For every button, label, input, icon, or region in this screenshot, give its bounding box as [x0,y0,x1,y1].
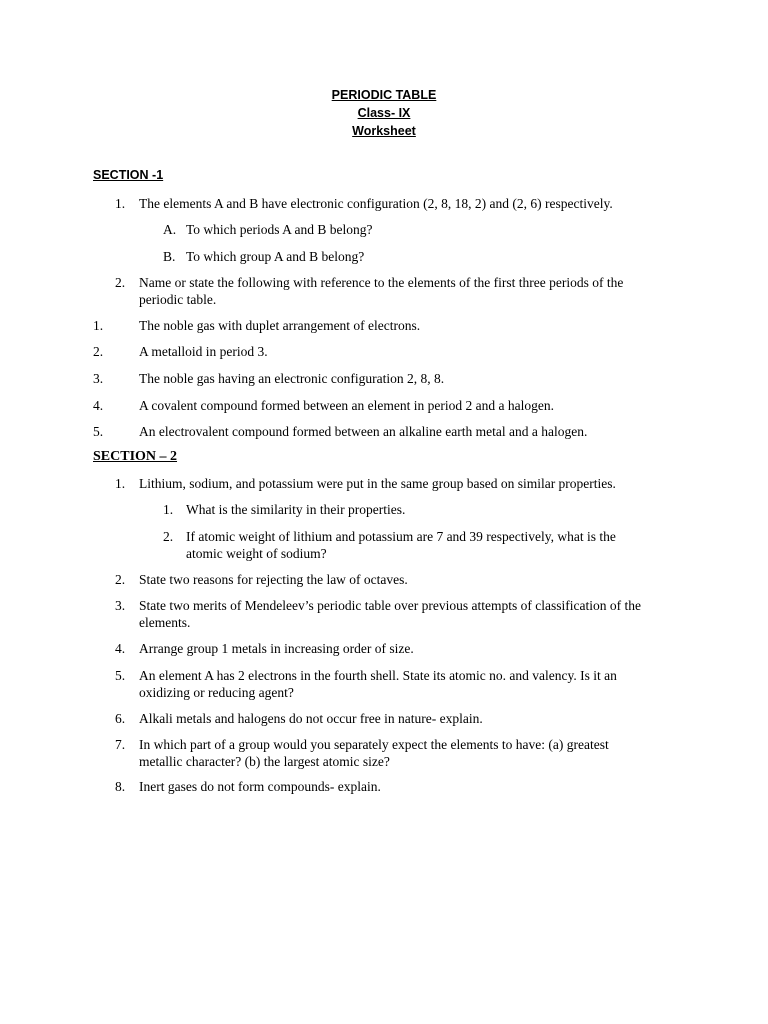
question-number: 6. [115,711,126,726]
list-text: A metalloid in period 3. [139,344,268,359]
page-title: PERIODIC TABLE [331,88,437,102]
sub-question-text: To which group A and B belong? [186,249,365,264]
class-label: Class- IX [357,106,411,120]
sub-question-text: To which periods A and B belong? [186,222,373,237]
question-text-line: An element A has 2 electrons in the fourth shell. State its atomic no. and valency. Is it an [139,668,617,683]
list-text: A covalent compound formed between an element in period 2 and a halogen. [139,398,554,413]
question-number: 7. [115,737,126,752]
question-text-line: State two merits of Mendeleev’s periodic table over previous attempts of classification of the [139,598,641,613]
question-text-line: oxidizing or reducing agent? [139,685,294,700]
sub-question-number: 2. [163,529,174,544]
question-number: 1. [115,196,126,211]
question-text-line: elements. [139,615,191,630]
question-number: 8. [115,779,126,794]
list-number: 1. [93,318,104,333]
question-number: 4. [115,641,126,656]
question-text: Alkali metals and halogens do not occur free in nature- explain. [139,711,483,726]
section-2-heading: SECTION – 2 [93,449,178,464]
list-text: An electrovalent compound formed between an alkaline earth metal and a halogen. [139,424,588,439]
question-text-line: In which part of a group would you separately expect the elements to have: (a) greatest [139,737,609,752]
worksheet-label: Worksheet [352,124,416,138]
list-text: The noble gas with duplet arrangement of electrons. [139,318,421,333]
question-text: Inert gases do not form compounds- explain. [139,779,381,794]
section-1-heading: SECTION -1 [93,168,164,182]
question-text-line: periodic table. [139,292,217,307]
sub-question-text-line: If atomic weight of lithium and potassium are 7 and 39 respectively, what is the [186,529,616,544]
question-text-line: Name or state the following with reference to the elements of the first three periods of the [139,275,624,290]
question-number: 5. [115,668,126,683]
list-number: 3. [93,371,104,386]
question-text: State two reasons for rejecting the law of octaves. [139,572,408,587]
question-number: 2. [115,572,126,587]
question-text: Arrange group 1 metals in increasing order of size. [139,641,414,656]
question-text: The elements A and B have electronic configuration (2, 8, 18, 2) and (2, 6) respectively. [139,196,613,211]
list-text: The noble gas having an electronic configuration 2, 8, 8. [139,371,445,386]
sub-question-letter: B. [163,249,176,264]
question-text-line: metallic character? (b) the largest atomic size? [139,754,390,769]
sub-question-text: What is the similarity in their properties. [186,502,406,517]
sub-question-text-line: atomic weight of sodium? [186,546,327,561]
list-number: 2. [93,344,104,359]
question-number: 2. [115,275,126,290]
question-number: 3. [115,598,126,613]
list-number: 5. [93,424,104,439]
sub-question-letter: A. [163,222,177,237]
sub-question-number: 1. [163,502,174,517]
question-text: Lithium, sodium, and potassium were put in the same group based on similar properties. [139,476,616,491]
question-number: 1. [115,476,126,491]
list-number: 4. [93,398,104,413]
